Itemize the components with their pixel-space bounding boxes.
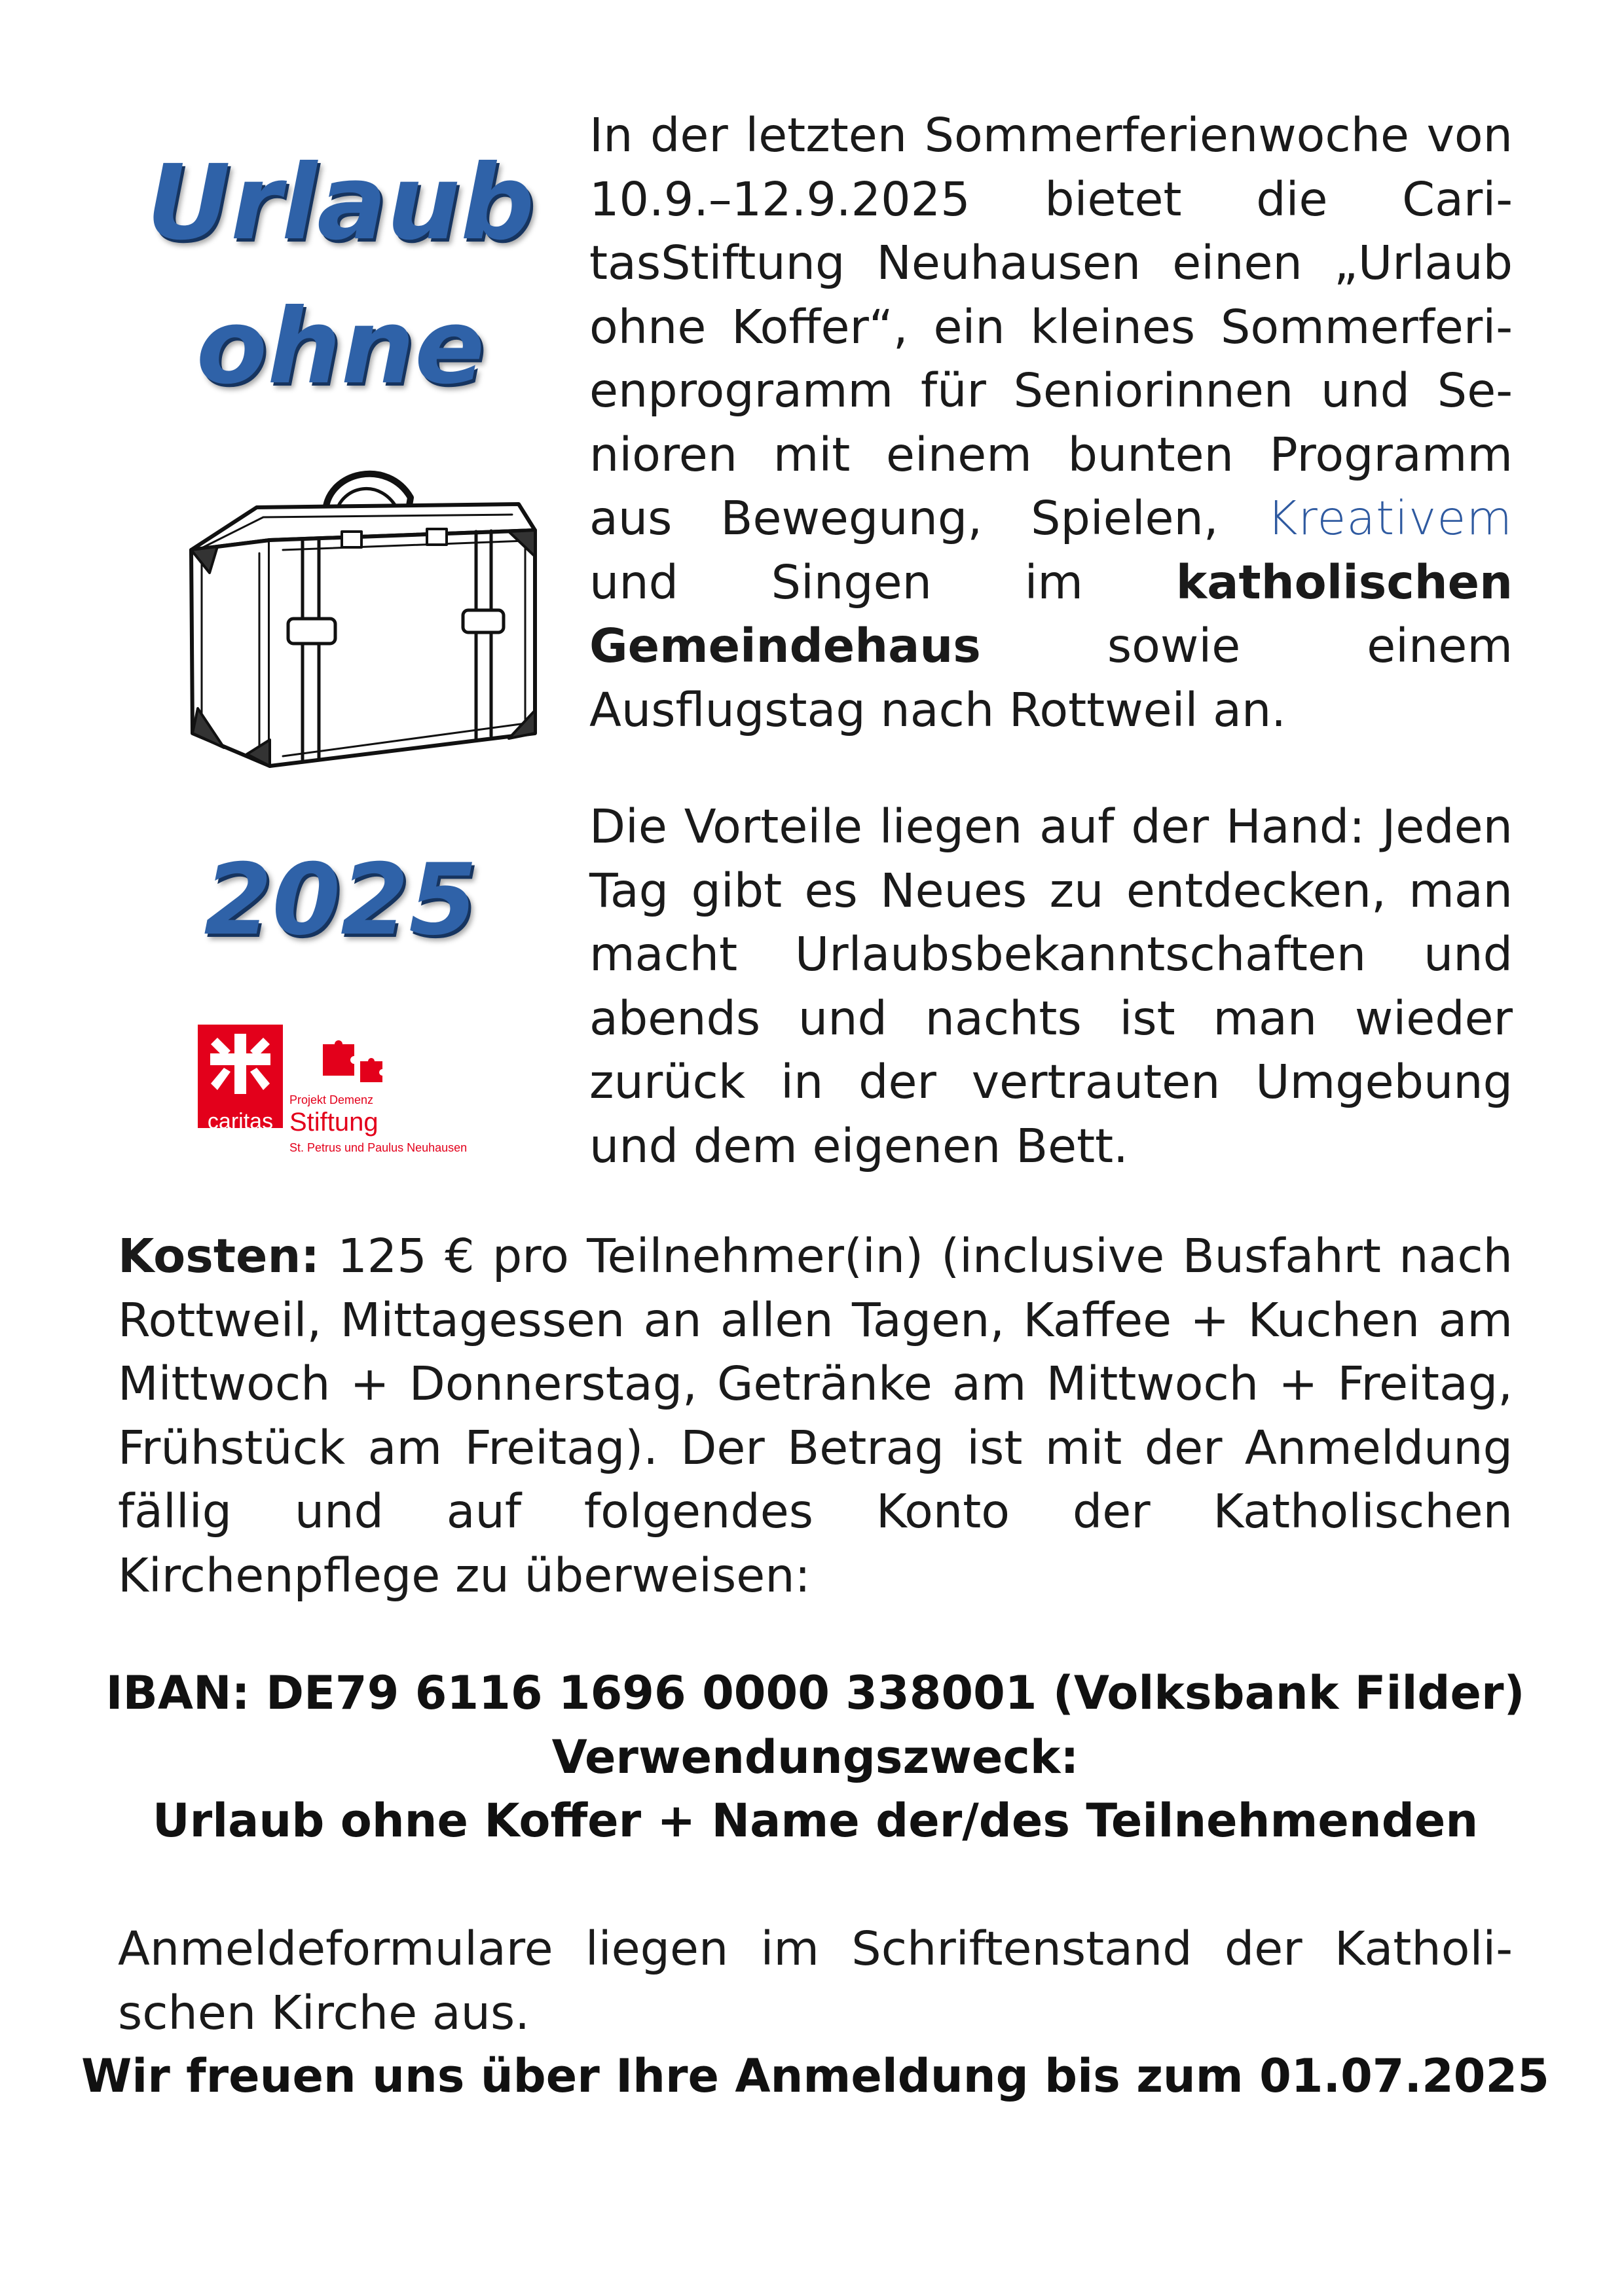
advantages-paragraph: Die Vorteile liegen auf der Hand: Jeden Tag gibt es Neues zu entdecken, man macht Urlaubsbekanntschaften und abends und nachts ist man wieder zurück in der vertrauten Umgebung und dem eigenen Bett. — [589, 799, 1513, 1173]
intro-text-c: sowie einem Ausflugstag nach Rottweil an. — [589, 619, 1513, 737]
intro-kreativ: Kreativem — [1266, 491, 1513, 545]
iban-line: IBAN: DE79 6116 1696 0000 338001 (Volksbank Filder) — [105, 1666, 1525, 1720]
costs-text: 125 € pro Teilnehmer(in) (inclusive Busfahrt nach Rottweil, Mittagessen an allen Tagen, Kaffee + Kuchen am Mittwoch + Donnerstag, Getränke am Mittwoch + Freitag, Frühstück am Freitag). Der Betrag ist mit der Anmeldung fällig und auf folgendes Konto der Katholischen Kirchenpflege zu überweisen: — [118, 1229, 1513, 1603]
logo-subline: St. Petrus und Paulus Neuhausen — [289, 1141, 468, 1154]
intro-text-a: In der letzten Sommerferienwoche von 10.9.–12.9.2025 bietet die CaritasStiftung Neuhausen einen „Urlaub ohne Koffer“, ein kleines Sommerferienprogramm für Seniorinnen und Senioren mit einem bunten Programm aus Bewegung, Spielen, — [589, 108, 1513, 545]
logo-name: Stiftung — [289, 1108, 378, 1137]
purpose-label: Verwendungszweck: — [551, 1730, 1079, 1784]
costs-label: Kosten: — [118, 1229, 320, 1283]
logo-brand: caritas — [207, 1109, 274, 1134]
costs-paragraph — [118, 1224, 1513, 1607]
logo-project: Projekt Demenz — [289, 1093, 374, 1106]
title-ohne: ohne — [196, 287, 485, 407]
payment-block — [79, 1662, 1552, 1853]
intro-paragraph — [589, 103, 1513, 742]
title-urlaub: Urlaub — [146, 143, 535, 263]
caritas-cross-box — [198, 1025, 283, 1134]
title-year: 2025 — [204, 843, 477, 957]
caritas-cross-icon — [198, 1025, 283, 1110]
closing-line: Wir freuen uns über Ihre Anmeldung bis zum 01.07.2025 — [81, 2049, 1549, 2103]
puzzle-icon — [320, 1038, 385, 1084]
caritas-stiftung-logo — [198, 1025, 492, 1175]
intro-location: katholischen Gemeindehaus — [589, 555, 1513, 673]
suitcase-illustration — [178, 458, 540, 773]
intro-text-b: und Singen im — [589, 555, 1084, 610]
purpose-text: Urlaub ohne Koffer + Name der/des Teilnehmenden — [152, 1794, 1479, 1848]
registration-paragraph: Anmeldeformulare liegen im Schriftenstand der Katholischen Kirche aus. — [118, 1922, 1513, 2040]
